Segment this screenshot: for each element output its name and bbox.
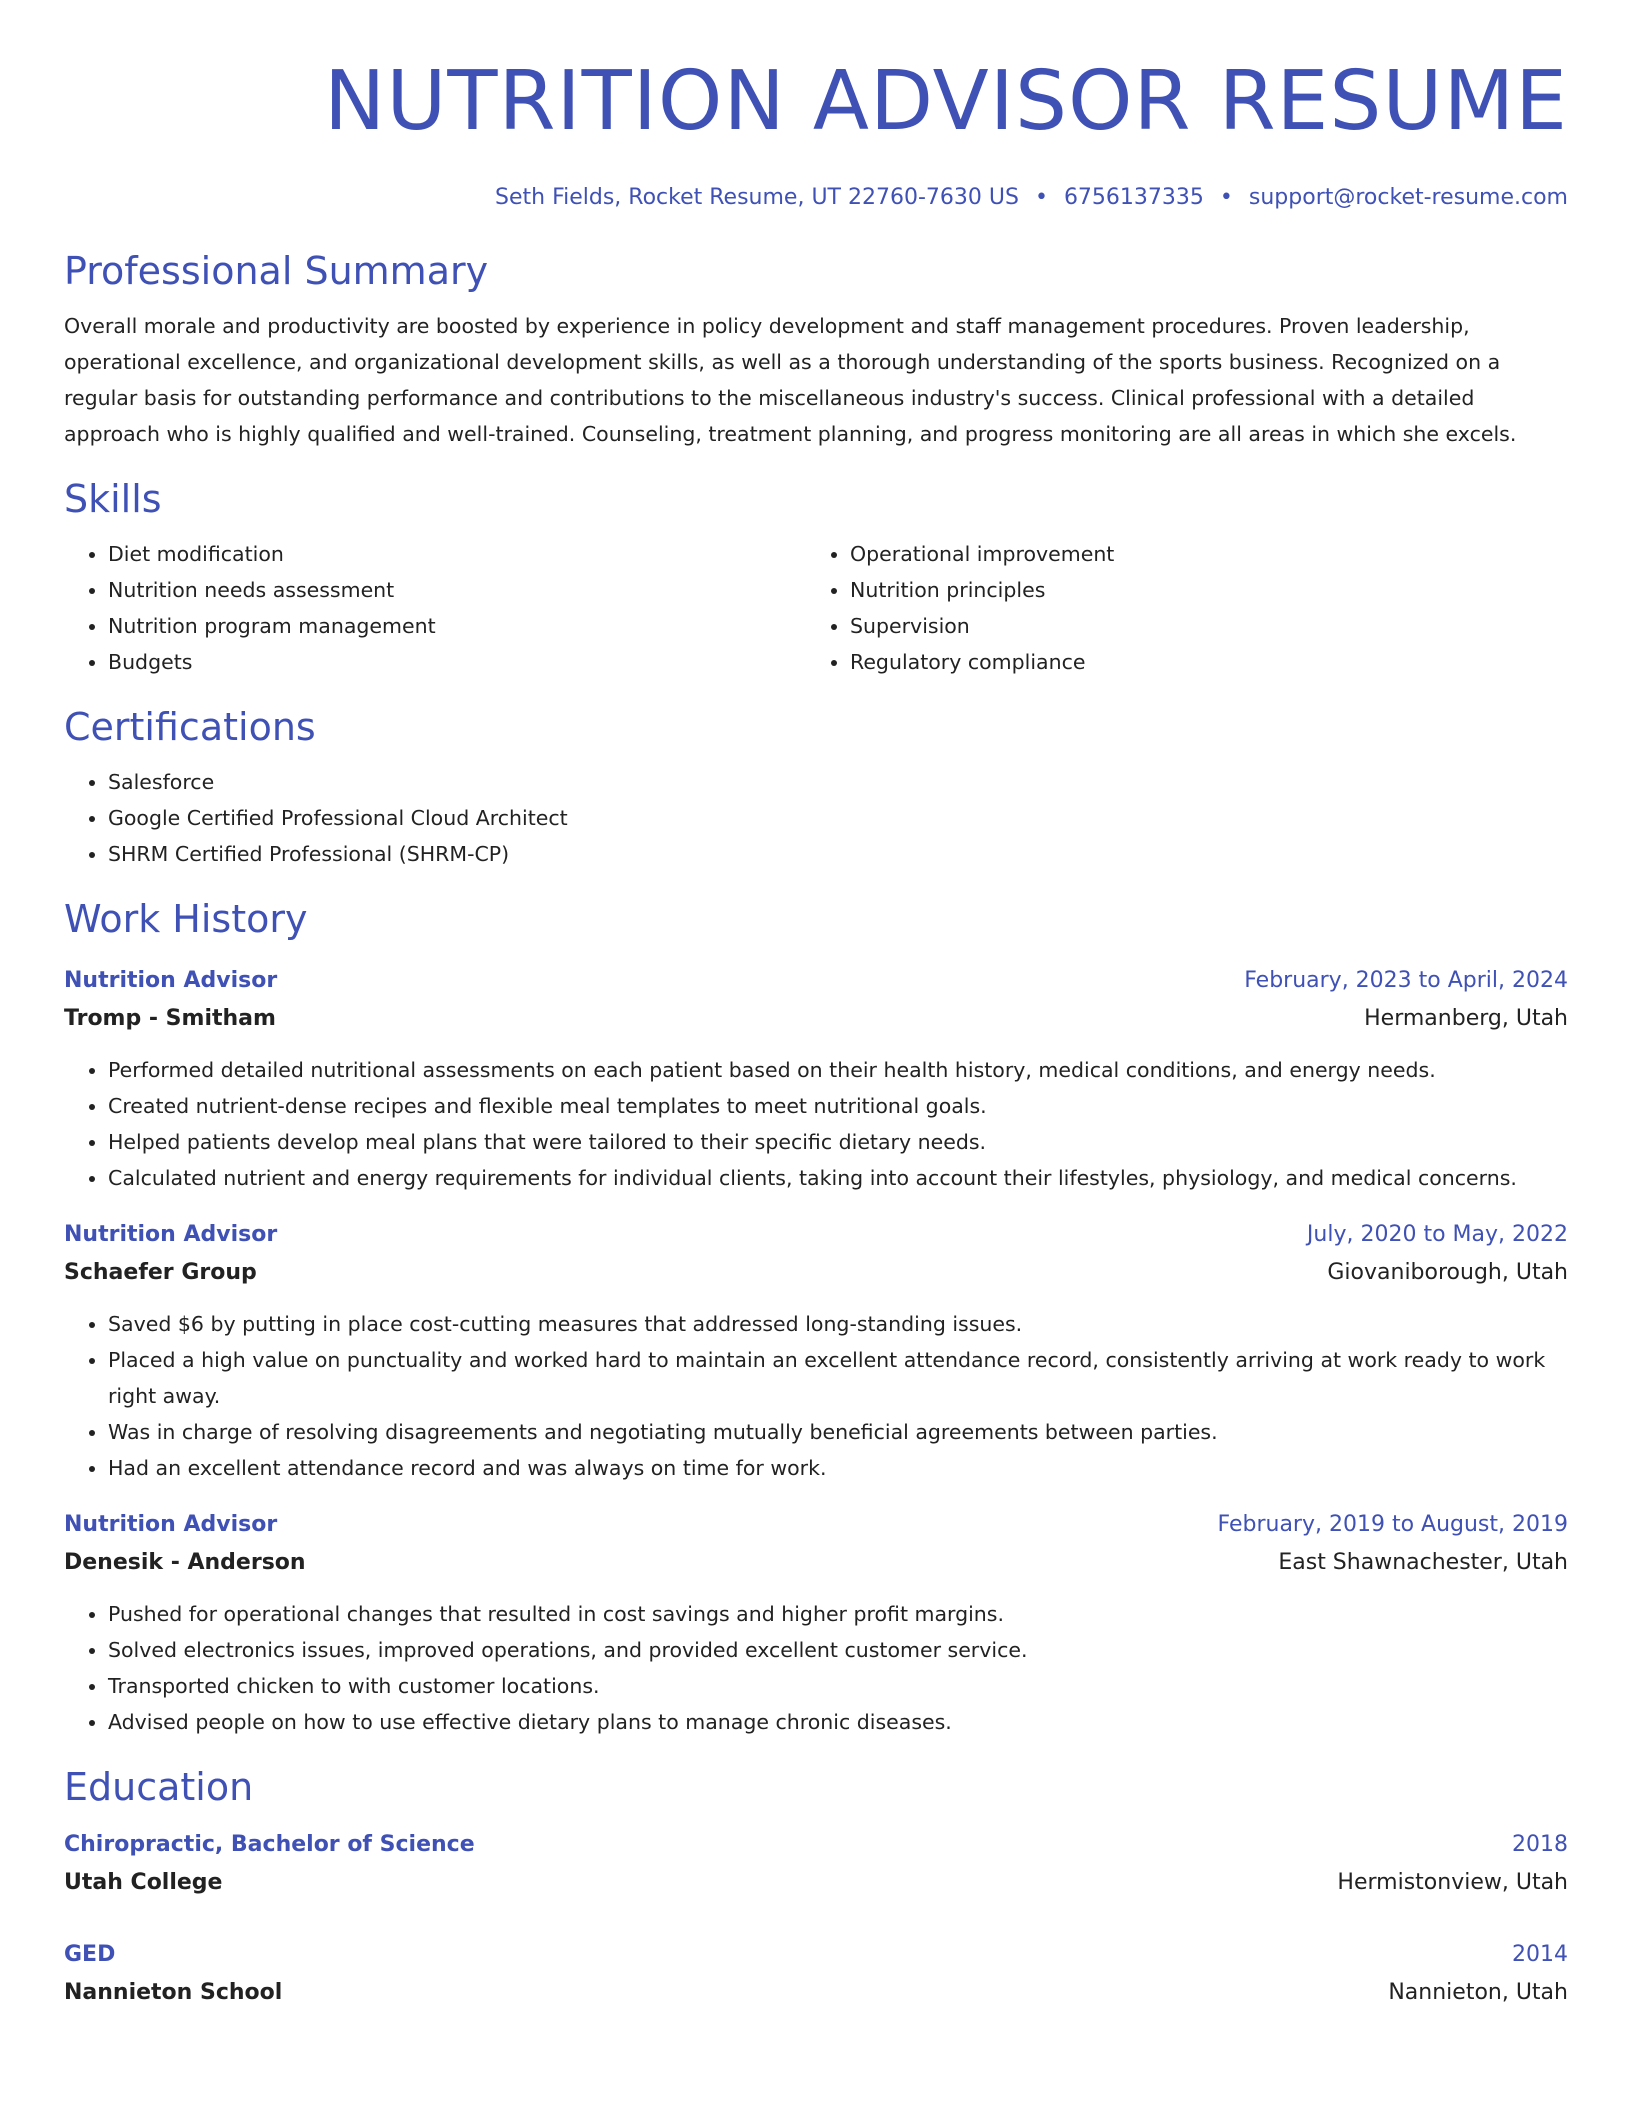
resume-title: NUTRITION ADVISOR RESUME bbox=[324, 54, 1568, 149]
skills-section bbox=[64, 476, 1568, 680]
job-bullets bbox=[64, 1306, 1568, 1486]
certifications-section bbox=[64, 704, 1568, 872]
job-title: Nutrition Advisor bbox=[64, 968, 278, 993]
job-company-row bbox=[64, 1544, 1568, 1582]
skills-grid bbox=[64, 536, 1568, 680]
professional-summary-section bbox=[64, 248, 1568, 452]
job-bullets bbox=[64, 1596, 1568, 1740]
job-entry bbox=[64, 1506, 1568, 1740]
education-location: Nannieton, Utah bbox=[1388, 1980, 1568, 2005]
job-dates: February, 2019 to August, 2019 bbox=[1217, 1512, 1568, 1537]
section-heading: Professional Summary bbox=[64, 249, 489, 293]
section-heading: Certifications bbox=[64, 705, 316, 749]
job-title: Nutrition Advisor bbox=[64, 1222, 278, 1247]
skill-item: • Supervision bbox=[850, 608, 1568, 644]
job-company: Tromp - Smitham bbox=[64, 1006, 276, 1031]
skill-item: • Nutrition program management bbox=[108, 608, 806, 644]
job-company-row bbox=[64, 1000, 1568, 1038]
education-school: Utah College bbox=[64, 1870, 223, 1895]
skill-item: • Regulatory compliance bbox=[850, 644, 1568, 680]
job-title: Nutrition Advisor bbox=[64, 1512, 278, 1537]
certification-item: • SHRM Certified Professional (SHRM-CP) bbox=[108, 836, 1568, 872]
job-title-row bbox=[64, 1506, 1568, 1544]
job-bullet: • Transported chicken to with customer locations. bbox=[108, 1668, 1568, 1704]
job-bullet: • Created nutrient-dense recipes and flexible meal templates to meet nutritional goals. bbox=[108, 1088, 1568, 1124]
work-history-section bbox=[64, 896, 1568, 1740]
skill-item: • Nutrition principles bbox=[850, 572, 1568, 608]
certification-item: • Google Certified Professional Cloud Architect bbox=[108, 800, 1568, 836]
education-school-row bbox=[64, 1974, 1568, 2012]
contact-line bbox=[64, 184, 1568, 212]
job-bullet: • Was in charge of resolving disagreements and negotiating mutually beneficial agreements between parties. bbox=[108, 1414, 1568, 1450]
education-degree: GED bbox=[64, 1942, 116, 1967]
job-company-row bbox=[64, 1254, 1568, 1292]
job-location: East Shawnachester, Utah bbox=[1278, 1550, 1568, 1575]
job-bullet: • Performed detailed nutritional assessments on each patient based on their health history, medical conditions, and energy needs. bbox=[108, 1052, 1568, 1088]
education-degree-row bbox=[64, 1826, 1568, 1864]
education-degree: Chiropractic, Bachelor of Science bbox=[64, 1832, 475, 1857]
skill-item: • Nutrition needs assessment bbox=[108, 572, 806, 608]
job-bullet: • Placed a high value on punctuality and worked hard to maintain an excellent attendance record, consistently arriving at work ready to work right away. bbox=[108, 1342, 1568, 1414]
job-bullet: • Pushed for operational changes that resulted in cost savings and higher profit margins. bbox=[108, 1596, 1568, 1632]
summary-text: Overall morale and productivity are boosted by experience in policy development and staff management procedures. Proven leadership, operational excellence, and organizational development skills, as well as a thorough understanding of the sports business. Recognized on a regular basis for outstanding performance and contributions to the miscellaneous industry's success. Clinical professional with a detailed approach who is highly qualified and well-trained. Counseling, treatment planning, and progress monitoring are all areas in which she excels. bbox=[64, 314, 1517, 446]
job-entry bbox=[64, 1216, 1568, 1486]
job-bullet: • Saved $6 by putting in place cost-cutting measures that addressed long-standing issues. bbox=[108, 1306, 1568, 1342]
skill-item: • Operational improvement bbox=[850, 536, 1568, 572]
education-entry bbox=[64, 1826, 1568, 1902]
education-section bbox=[64, 1764, 1568, 2012]
certification-item: • Salesforce bbox=[108, 764, 1568, 800]
contact-separator: • bbox=[1219, 185, 1233, 210]
certifications-list bbox=[64, 764, 1568, 872]
education-school-row bbox=[64, 1864, 1568, 1902]
contact-email[interactable]: support@rocket-resume.com bbox=[1248, 185, 1568, 210]
job-bullets bbox=[64, 1052, 1568, 1196]
contact-address: Seth Fields, Rocket Resume, UT 22760-7630 US bbox=[495, 185, 1019, 210]
job-bullet: • Calculated nutrient and energy requirements for individual clients, taking into account their lifestyles, physiology, and medical concerns. bbox=[108, 1160, 1568, 1196]
job-entry bbox=[64, 962, 1568, 1196]
job-location: Giovaniborough, Utah bbox=[1327, 1260, 1568, 1285]
education-location: Hermistonview, Utah bbox=[1337, 1870, 1568, 1895]
section-heading: Education bbox=[64, 1765, 254, 1809]
skills-list-right bbox=[806, 536, 1568, 680]
job-title-row bbox=[64, 962, 1568, 1000]
skill-item: • Budgets bbox=[108, 644, 806, 680]
job-location: Hermanberg, Utah bbox=[1364, 1006, 1568, 1031]
education-school: Nannieton School bbox=[64, 1980, 283, 2005]
section-heading: Work History bbox=[64, 897, 308, 941]
section-heading: Skills bbox=[64, 477, 162, 521]
job-bullet: • Helped patients develop meal plans that were tailored to their specific dietary needs. bbox=[108, 1124, 1568, 1160]
job-dates: February, 2023 to April, 2024 bbox=[1244, 968, 1568, 993]
contact-phone: 6756137335 bbox=[1063, 185, 1204, 210]
job-title-row bbox=[64, 1216, 1568, 1254]
job-bullet: • Had an excellent attendance record and was always on time for work. bbox=[108, 1450, 1568, 1486]
job-bullet: • Solved electronics issues, improved operations, and provided excellent customer service. bbox=[108, 1632, 1568, 1668]
education-year: 2014 bbox=[1512, 1942, 1568, 1967]
job-dates: July, 2020 to May, 2022 bbox=[1306, 1222, 1568, 1247]
contact-separator: • bbox=[1034, 185, 1048, 210]
skills-list-left bbox=[64, 536, 806, 680]
resume-header bbox=[64, 0, 1568, 212]
job-bullet: • Advised people on how to use effective dietary plans to manage chronic diseases. bbox=[108, 1704, 1568, 1740]
skill-item: • Diet modification bbox=[108, 536, 806, 572]
job-company: Denesik - Anderson bbox=[64, 1550, 306, 1575]
education-year: 2018 bbox=[1512, 1832, 1568, 1857]
job-company: Schaefer Group bbox=[64, 1260, 257, 1285]
education-entry bbox=[64, 1936, 1568, 2012]
education-degree-row bbox=[64, 1936, 1568, 1974]
